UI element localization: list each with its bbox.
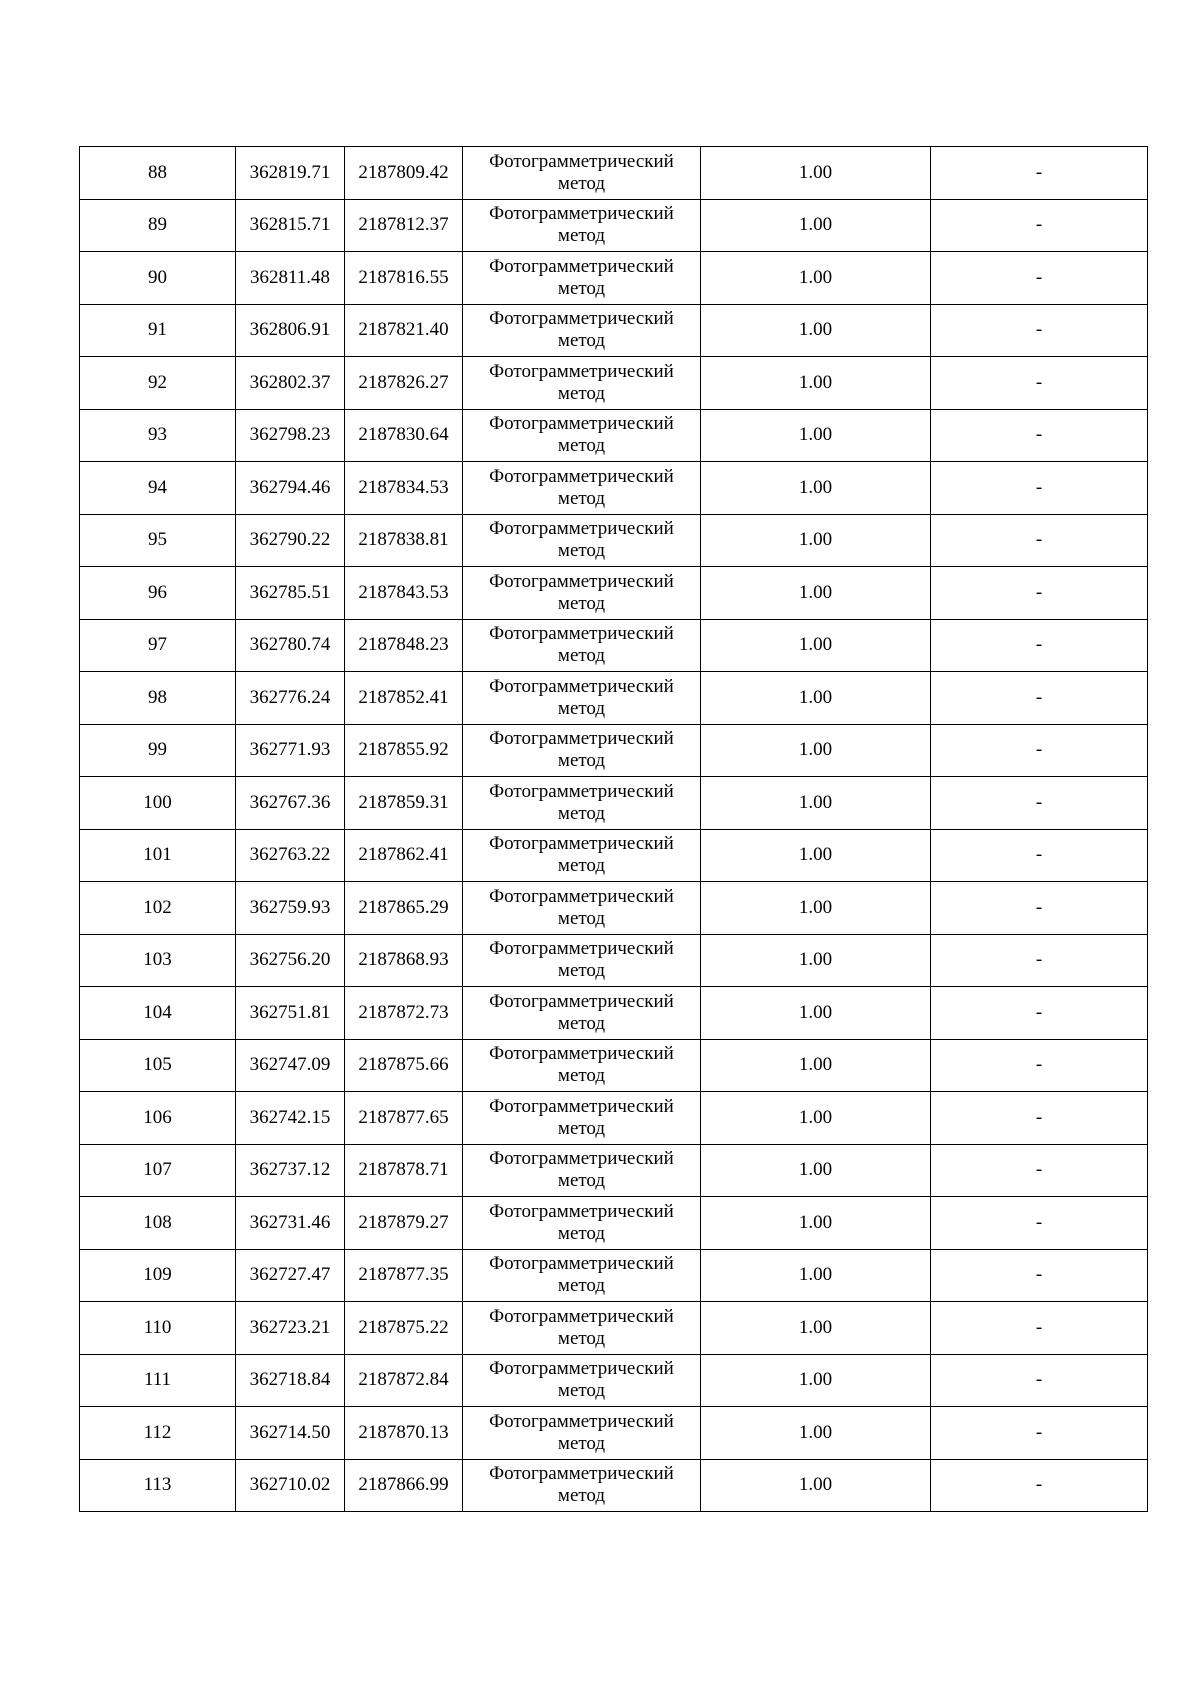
point-number-cell: 93 bbox=[80, 409, 236, 462]
accuracy-cell: 1.00 bbox=[701, 882, 931, 935]
method-line-1: Фотограмметрический bbox=[489, 1253, 674, 1275]
accuracy-cell: 1.00 bbox=[701, 619, 931, 672]
method-line-1: Фотограмметрический bbox=[489, 150, 674, 172]
accuracy-cell: 1.00 bbox=[701, 514, 931, 567]
method-line-2: метод bbox=[557, 697, 606, 719]
table-row bbox=[80, 1039, 1148, 1092]
method-cell bbox=[463, 1302, 701, 1355]
note-cell: - bbox=[931, 409, 1148, 462]
table-row bbox=[80, 724, 1148, 777]
method-line-1: Фотограмметрический bbox=[489, 570, 674, 592]
point-number-cell: 104 bbox=[80, 987, 236, 1040]
method-line-1: Фотограмметрический bbox=[489, 1410, 674, 1432]
method-line-1: Фотограмметрический bbox=[489, 728, 674, 750]
method-cell bbox=[463, 829, 701, 882]
method-cell bbox=[463, 1092, 701, 1145]
table-row bbox=[80, 462, 1148, 515]
point-number-cell: 92 bbox=[80, 357, 236, 410]
x-coordinate-cell: 362756.20 bbox=[236, 934, 345, 987]
method-line-2: метод bbox=[557, 960, 606, 982]
method-cell bbox=[463, 1144, 701, 1197]
method-line-2: метод bbox=[557, 1065, 606, 1087]
x-coordinate-cell: 362790.22 bbox=[236, 514, 345, 567]
x-coordinate-cell: 362718.84 bbox=[236, 1354, 345, 1407]
table-row bbox=[80, 567, 1148, 620]
method-cell bbox=[463, 357, 701, 410]
point-number-cell: 94 bbox=[80, 462, 236, 515]
accuracy-cell: 1.00 bbox=[701, 777, 931, 830]
accuracy-cell: 1.00 bbox=[701, 147, 931, 200]
point-number-cell: 97 bbox=[80, 619, 236, 672]
accuracy-cell: 1.00 bbox=[701, 1249, 931, 1302]
y-coordinate-cell: 2187809.42 bbox=[345, 147, 463, 200]
x-coordinate-cell: 362731.46 bbox=[236, 1197, 345, 1250]
method-line-1: Фотограмметрический bbox=[489, 1043, 674, 1065]
method-line-1: Фотограмметрический bbox=[489, 465, 674, 487]
method-line-2: метод bbox=[557, 1222, 606, 1244]
accuracy-cell: 1.00 bbox=[701, 1039, 931, 1092]
method-line-2: метод bbox=[557, 277, 606, 299]
note-cell: - bbox=[931, 829, 1148, 882]
y-coordinate-cell: 2187877.35 bbox=[345, 1249, 463, 1302]
table-row bbox=[80, 1092, 1148, 1145]
x-coordinate-cell: 362798.23 bbox=[236, 409, 345, 462]
method-line-1: Фотограмметрический bbox=[489, 990, 674, 1012]
accuracy-cell: 1.00 bbox=[701, 1407, 931, 1460]
method-cell bbox=[463, 987, 701, 1040]
method-line-2: метод bbox=[557, 540, 606, 562]
note-cell: - bbox=[931, 777, 1148, 830]
method-cell bbox=[463, 1354, 701, 1407]
method-cell bbox=[463, 304, 701, 357]
coordinates-table-body bbox=[80, 147, 1148, 1512]
table-row bbox=[80, 1354, 1148, 1407]
y-coordinate-cell: 2187878.71 bbox=[345, 1144, 463, 1197]
x-coordinate-cell: 362723.21 bbox=[236, 1302, 345, 1355]
point-number-cell: 112 bbox=[80, 1407, 236, 1460]
accuracy-cell: 1.00 bbox=[701, 357, 931, 410]
x-coordinate-cell: 362802.37 bbox=[236, 357, 345, 410]
table-row bbox=[80, 409, 1148, 462]
x-coordinate-cell: 362751.81 bbox=[236, 987, 345, 1040]
note-cell: - bbox=[931, 619, 1148, 672]
method-line-2: метод bbox=[557, 382, 606, 404]
method-line-1: Фотограмметрический bbox=[489, 938, 674, 960]
method-line-2: метод bbox=[557, 645, 606, 667]
point-number-cell: 90 bbox=[80, 252, 236, 305]
note-cell: - bbox=[931, 672, 1148, 725]
table-row bbox=[80, 1302, 1148, 1355]
method-cell bbox=[463, 724, 701, 777]
point-number-cell: 101 bbox=[80, 829, 236, 882]
y-coordinate-cell: 2187855.92 bbox=[345, 724, 463, 777]
note-cell: - bbox=[931, 1407, 1148, 1460]
note-cell: - bbox=[931, 514, 1148, 567]
table-row bbox=[80, 252, 1148, 305]
method-line-1: Фотограмметрический bbox=[489, 833, 674, 855]
note-cell: - bbox=[931, 304, 1148, 357]
method-line-2: метод bbox=[557, 1380, 606, 1402]
method-line-2: метод bbox=[557, 172, 606, 194]
x-coordinate-cell: 362747.09 bbox=[236, 1039, 345, 1092]
table-row bbox=[80, 304, 1148, 357]
table-row bbox=[80, 619, 1148, 672]
method-line-1: Фотограмметрический bbox=[489, 675, 674, 697]
y-coordinate-cell: 2187830.64 bbox=[345, 409, 463, 462]
method-line-2: метод bbox=[557, 907, 606, 929]
note-cell: - bbox=[931, 462, 1148, 515]
note-cell: - bbox=[931, 987, 1148, 1040]
x-coordinate-cell: 362759.93 bbox=[236, 882, 345, 935]
x-coordinate-cell: 362780.74 bbox=[236, 619, 345, 672]
accuracy-cell: 1.00 bbox=[701, 252, 931, 305]
method-line-2: метод bbox=[557, 1432, 606, 1454]
accuracy-cell: 1.00 bbox=[701, 829, 931, 882]
x-coordinate-cell: 362742.15 bbox=[236, 1092, 345, 1145]
accuracy-cell: 1.00 bbox=[701, 1092, 931, 1145]
method-line-2: метод bbox=[557, 592, 606, 614]
point-number-cell: 91 bbox=[80, 304, 236, 357]
point-number-cell: 106 bbox=[80, 1092, 236, 1145]
method-line-2: метод bbox=[557, 1327, 606, 1349]
x-coordinate-cell: 362710.02 bbox=[236, 1459, 345, 1512]
note-cell: - bbox=[931, 724, 1148, 777]
accuracy-cell: 1.00 bbox=[701, 1302, 931, 1355]
method-line-2: метод bbox=[557, 330, 606, 352]
point-number-cell: 108 bbox=[80, 1197, 236, 1250]
table-row bbox=[80, 147, 1148, 200]
method-line-1: Фотограмметрический bbox=[489, 623, 674, 645]
x-coordinate-cell: 362767.36 bbox=[236, 777, 345, 830]
note-cell: - bbox=[931, 1144, 1148, 1197]
method-line-2: метод bbox=[557, 802, 606, 824]
method-line-2: метод bbox=[557, 1485, 606, 1507]
y-coordinate-cell: 2187852.41 bbox=[345, 672, 463, 725]
note-cell: - bbox=[931, 1354, 1148, 1407]
note-cell: - bbox=[931, 882, 1148, 935]
y-coordinate-cell: 2187872.73 bbox=[345, 987, 463, 1040]
x-coordinate-cell: 362776.24 bbox=[236, 672, 345, 725]
table-row bbox=[80, 357, 1148, 410]
method-cell bbox=[463, 777, 701, 830]
accuracy-cell: 1.00 bbox=[701, 724, 931, 777]
note-cell: - bbox=[931, 1249, 1148, 1302]
method-line-1: Фотограмметрический bbox=[489, 1095, 674, 1117]
method-line-2: метод bbox=[557, 435, 606, 457]
accuracy-cell: 1.00 bbox=[701, 304, 931, 357]
note-cell: - bbox=[931, 1197, 1148, 1250]
point-number-cell: 102 bbox=[80, 882, 236, 935]
method-line-1: Фотограмметрический bbox=[489, 885, 674, 907]
y-coordinate-cell: 2187872.84 bbox=[345, 1354, 463, 1407]
accuracy-cell: 1.00 bbox=[701, 1459, 931, 1512]
y-coordinate-cell: 2187838.81 bbox=[345, 514, 463, 567]
method-line-2: метод bbox=[557, 855, 606, 877]
y-coordinate-cell: 2187862.41 bbox=[345, 829, 463, 882]
point-number-cell: 88 bbox=[80, 147, 236, 200]
point-number-cell: 109 bbox=[80, 1249, 236, 1302]
accuracy-cell: 1.00 bbox=[701, 987, 931, 1040]
note-cell: - bbox=[931, 199, 1148, 252]
point-number-cell: 103 bbox=[80, 934, 236, 987]
table-row bbox=[80, 987, 1148, 1040]
method-line-1: Фотограмметрический bbox=[489, 203, 674, 225]
y-coordinate-cell: 2187866.99 bbox=[345, 1459, 463, 1512]
point-number-cell: 107 bbox=[80, 1144, 236, 1197]
x-coordinate-cell: 362785.51 bbox=[236, 567, 345, 620]
method-cell bbox=[463, 409, 701, 462]
method-line-1: Фотограмметрический bbox=[489, 360, 674, 382]
table-row bbox=[80, 672, 1148, 725]
method-line-2: метод bbox=[557, 1275, 606, 1297]
method-cell bbox=[463, 252, 701, 305]
y-coordinate-cell: 2187826.27 bbox=[345, 357, 463, 410]
accuracy-cell: 1.00 bbox=[701, 1197, 931, 1250]
method-line-1: Фотограмметрический bbox=[489, 413, 674, 435]
note-cell: - bbox=[931, 357, 1148, 410]
method-line-2: метод bbox=[557, 750, 606, 772]
point-number-cell: 105 bbox=[80, 1039, 236, 1092]
point-number-cell: 110 bbox=[80, 1302, 236, 1355]
table-row bbox=[80, 777, 1148, 830]
method-line-2: метод bbox=[557, 1012, 606, 1034]
table-row bbox=[80, 1249, 1148, 1302]
accuracy-cell: 1.00 bbox=[701, 567, 931, 620]
method-cell bbox=[463, 1039, 701, 1092]
table-row bbox=[80, 829, 1148, 882]
y-coordinate-cell: 2187879.27 bbox=[345, 1197, 463, 1250]
y-coordinate-cell: 2187843.53 bbox=[345, 567, 463, 620]
point-number-cell: 96 bbox=[80, 567, 236, 620]
table-row bbox=[80, 1407, 1148, 1460]
note-cell: - bbox=[931, 934, 1148, 987]
y-coordinate-cell: 2187848.23 bbox=[345, 619, 463, 672]
method-line-1: Фотограмметрический bbox=[489, 1305, 674, 1327]
method-line-1: Фотограмметрический bbox=[489, 518, 674, 540]
accuracy-cell: 1.00 bbox=[701, 199, 931, 252]
y-coordinate-cell: 2187877.65 bbox=[345, 1092, 463, 1145]
x-coordinate-cell: 362714.50 bbox=[236, 1407, 345, 1460]
table-row bbox=[80, 199, 1148, 252]
accuracy-cell: 1.00 bbox=[701, 1144, 931, 1197]
y-coordinate-cell: 2187870.13 bbox=[345, 1407, 463, 1460]
method-line-1: Фотограмметрический bbox=[489, 1200, 674, 1222]
method-cell bbox=[463, 1407, 701, 1460]
x-coordinate-cell: 362811.48 bbox=[236, 252, 345, 305]
y-coordinate-cell: 2187859.31 bbox=[345, 777, 463, 830]
point-number-cell: 113 bbox=[80, 1459, 236, 1512]
note-cell: - bbox=[931, 252, 1148, 305]
table-row bbox=[80, 1459, 1148, 1512]
y-coordinate-cell: 2187875.66 bbox=[345, 1039, 463, 1092]
point-number-cell: 111 bbox=[80, 1354, 236, 1407]
x-coordinate-cell: 362771.93 bbox=[236, 724, 345, 777]
x-coordinate-cell: 362763.22 bbox=[236, 829, 345, 882]
method-line-2: метод bbox=[557, 225, 606, 247]
point-number-cell: 98 bbox=[80, 672, 236, 725]
method-cell bbox=[463, 199, 701, 252]
note-cell: - bbox=[931, 1302, 1148, 1355]
method-line-1: Фотограмметрический bbox=[489, 1148, 674, 1170]
x-coordinate-cell: 362737.12 bbox=[236, 1144, 345, 1197]
note-cell: - bbox=[931, 1039, 1148, 1092]
method-cell bbox=[463, 147, 701, 200]
x-coordinate-cell: 362806.91 bbox=[236, 304, 345, 357]
method-cell bbox=[463, 567, 701, 620]
method-cell bbox=[463, 672, 701, 725]
method-line-1: Фотограмметрический bbox=[489, 1463, 674, 1485]
accuracy-cell: 1.00 bbox=[701, 409, 931, 462]
method-cell bbox=[463, 882, 701, 935]
method-cell bbox=[463, 1249, 701, 1302]
y-coordinate-cell: 2187834.53 bbox=[345, 462, 463, 515]
y-coordinate-cell: 2187865.29 bbox=[345, 882, 463, 935]
method-line-1: Фотограмметрический bbox=[489, 780, 674, 802]
point-number-cell: 100 bbox=[80, 777, 236, 830]
method-line-1: Фотограмметрический bbox=[489, 255, 674, 277]
table-row bbox=[80, 1197, 1148, 1250]
method-cell bbox=[463, 1197, 701, 1250]
table-row bbox=[80, 514, 1148, 567]
x-coordinate-cell: 362794.46 bbox=[236, 462, 345, 515]
y-coordinate-cell: 2187875.22 bbox=[345, 1302, 463, 1355]
note-cell: - bbox=[931, 147, 1148, 200]
accuracy-cell: 1.00 bbox=[701, 1354, 931, 1407]
method-cell bbox=[463, 934, 701, 987]
method-line-2: метод bbox=[557, 1117, 606, 1139]
method-cell bbox=[463, 462, 701, 515]
table-row bbox=[80, 1144, 1148, 1197]
method-cell bbox=[463, 1459, 701, 1512]
accuracy-cell: 1.00 bbox=[701, 672, 931, 725]
y-coordinate-cell: 2187812.37 bbox=[345, 199, 463, 252]
table-row bbox=[80, 934, 1148, 987]
point-number-cell: 99 bbox=[80, 724, 236, 777]
y-coordinate-cell: 2187821.40 bbox=[345, 304, 463, 357]
point-number-cell: 89 bbox=[80, 199, 236, 252]
y-coordinate-cell: 2187868.93 bbox=[345, 934, 463, 987]
x-coordinate-cell: 362727.47 bbox=[236, 1249, 345, 1302]
method-line-2: метод bbox=[557, 1170, 606, 1192]
accuracy-cell: 1.00 bbox=[701, 934, 931, 987]
coordinates-table bbox=[79, 146, 1148, 1512]
note-cell: - bbox=[931, 567, 1148, 620]
note-cell: - bbox=[931, 1092, 1148, 1145]
x-coordinate-cell: 362819.71 bbox=[236, 147, 345, 200]
note-cell: - bbox=[931, 1459, 1148, 1512]
table-row bbox=[80, 882, 1148, 935]
method-cell bbox=[463, 514, 701, 567]
point-number-cell: 95 bbox=[80, 514, 236, 567]
method-line-2: метод bbox=[557, 487, 606, 509]
y-coordinate-cell: 2187816.55 bbox=[345, 252, 463, 305]
method-line-1: Фотограмметрический bbox=[489, 1358, 674, 1380]
method-cell bbox=[463, 619, 701, 672]
accuracy-cell: 1.00 bbox=[701, 462, 931, 515]
x-coordinate-cell: 362815.71 bbox=[236, 199, 345, 252]
method-line-1: Фотограмметрический bbox=[489, 308, 674, 330]
